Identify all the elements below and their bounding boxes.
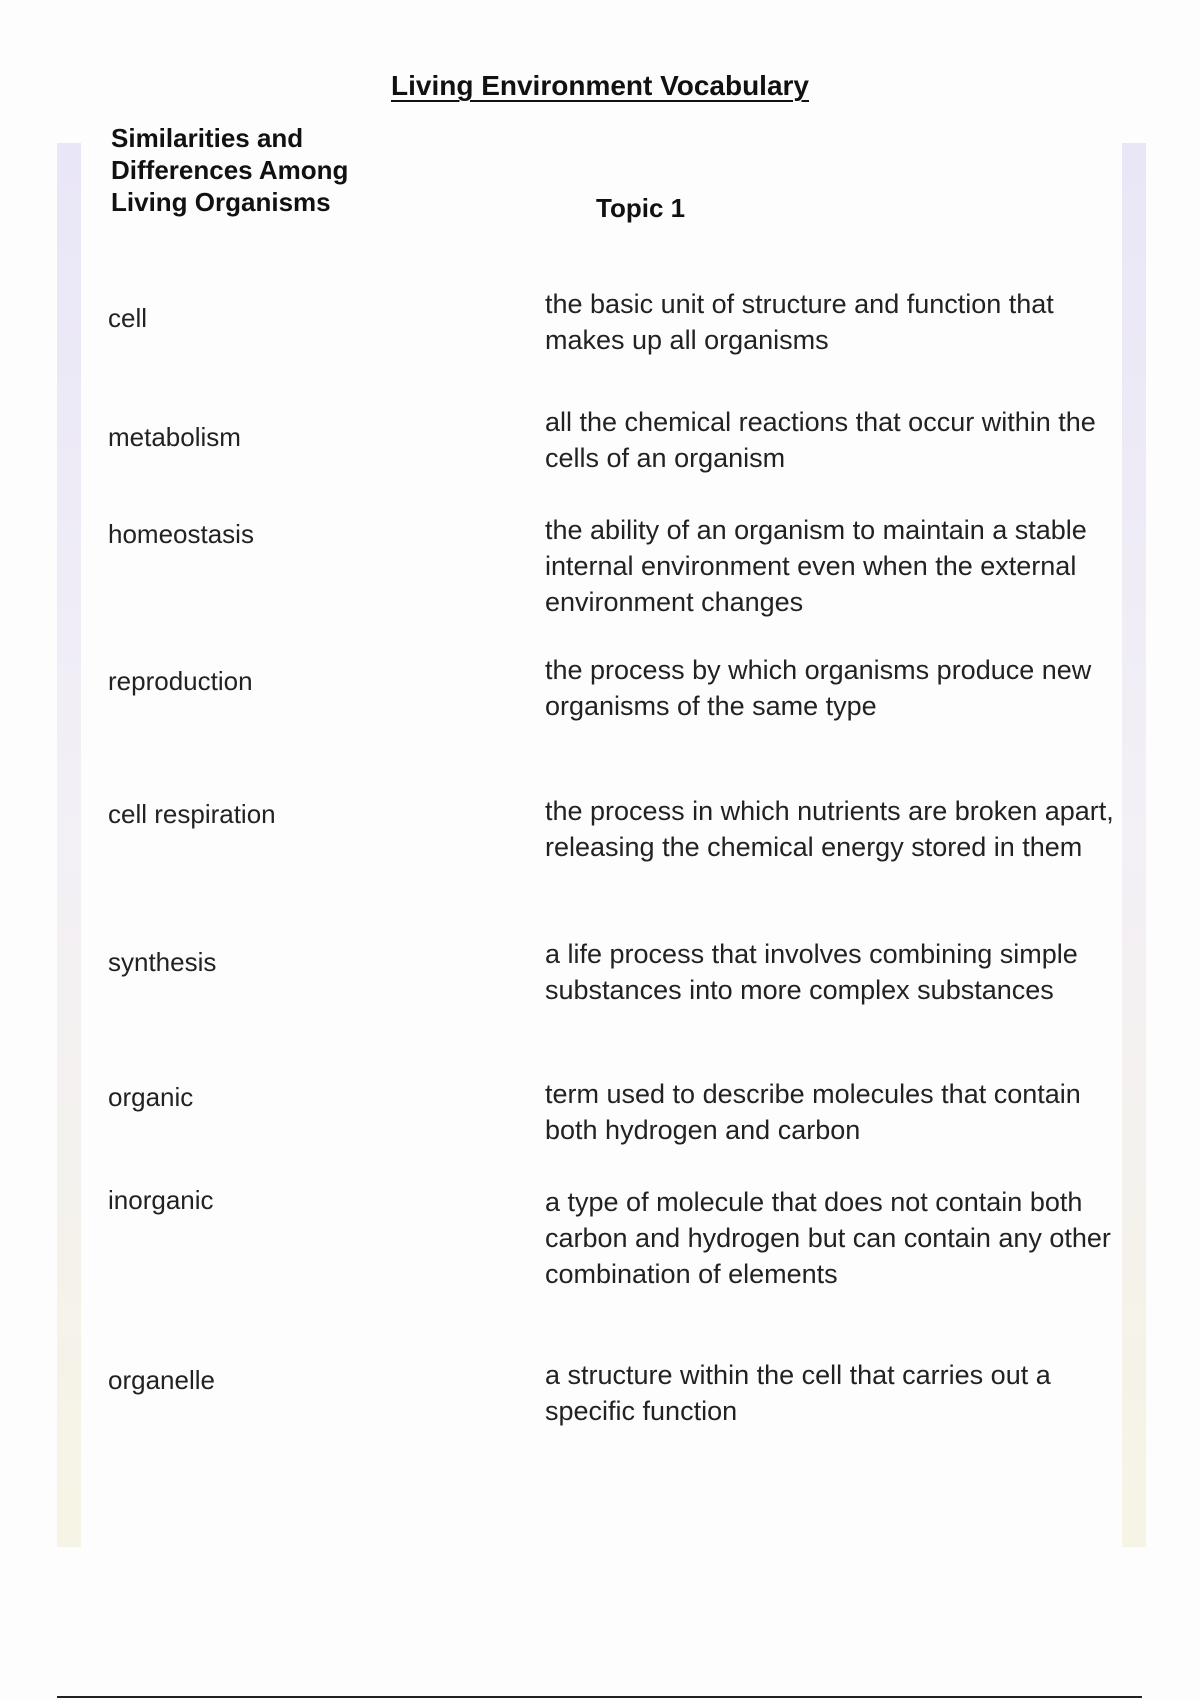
term-synthesis: synthesis (108, 947, 217, 977)
bottom-divider (57, 1696, 1142, 1698)
section-heading: Similarities and Differences Among Living Organisms (111, 123, 349, 217)
definition-organelle: a structure within the cell that carries out a specific function (545, 1360, 1051, 1426)
definition-inorganic: a type of molecule that does not contain both carbon and hydrogen but can contain any other combination of elements (545, 1187, 1111, 1289)
term-cell: cell (108, 303, 148, 333)
term-metabolism: metabolism (108, 422, 241, 452)
left-decorative-band (57, 143, 81, 1547)
page-title: Living Environment Vocabulary (390, 70, 809, 101)
definition-metabolism: all the chemical reactions that occur within the cells of an organism (545, 407, 1096, 473)
topic-heading: Topic 1 (596, 193, 686, 223)
term-inorganic: inorganic (108, 1185, 214, 1215)
definition-reproduction: the process by which organisms produce new organisms of the same type (545, 655, 1092, 721)
definition-organic: term used to describe molecules that contain both hydrogen and carbon (545, 1079, 1081, 1145)
term-organelle: organelle (108, 1365, 215, 1395)
definition-homeostasis: the ability of an organism to maintain a stable internal environment even when the external environment changes (545, 515, 1087, 617)
definition-cell: the basic unit of structure and function that makes up all organisms (545, 289, 1054, 355)
term-homeostasis: homeostasis (108, 519, 254, 549)
term-organic: organic (108, 1082, 194, 1112)
definition-cell-respiration: the process in which nutrients are broken apart, releasing the chemical energy stored in them (545, 796, 1114, 862)
term-reproduction: reproduction (108, 666, 253, 696)
right-decorative-band (1122, 143, 1146, 1547)
definition-synthesis: a life process that involves combining simple substances into more complex substances (545, 939, 1078, 1005)
term-cell-respiration: cell respiration (108, 799, 276, 829)
